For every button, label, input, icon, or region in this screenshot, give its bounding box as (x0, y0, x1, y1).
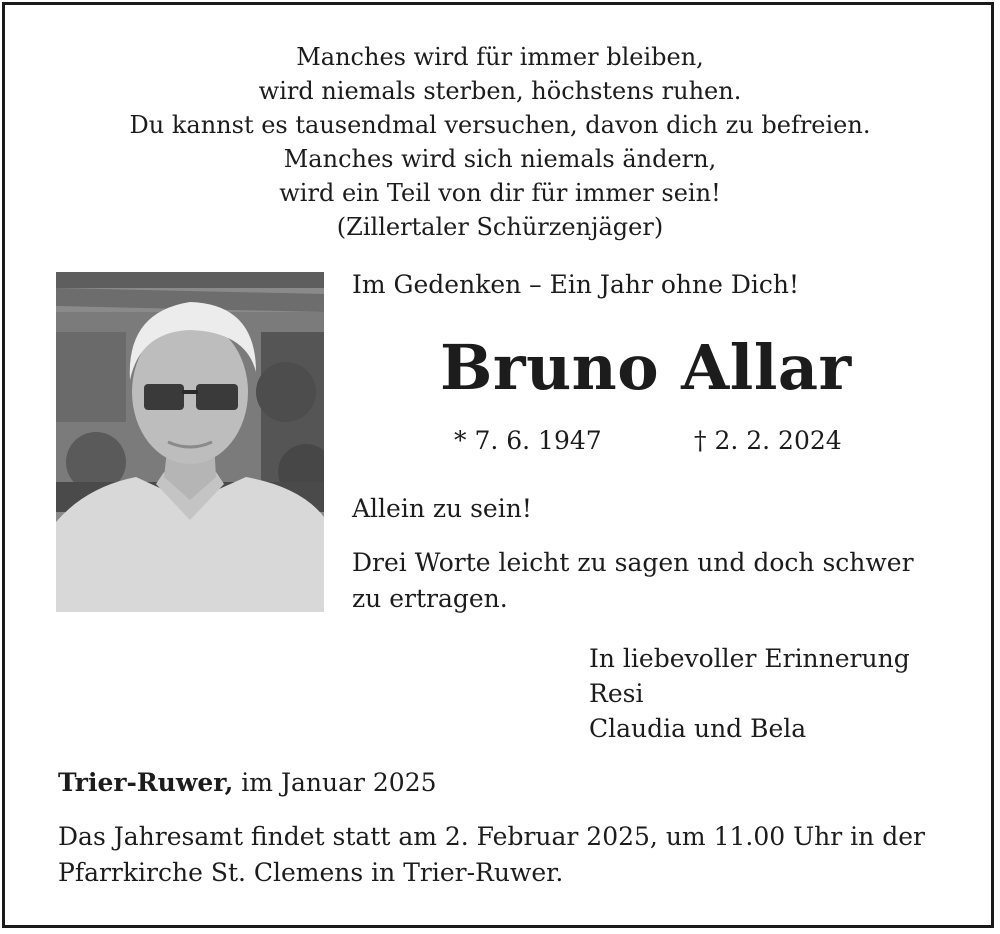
death-date: † 2. 2. 2024 (694, 426, 842, 455)
birth-date: * 7. 6. 1947 (454, 426, 602, 455)
poem-line: Manches wird sich niemals ändern, (283, 145, 717, 173)
place-date (58, 766, 437, 800)
poem-line: Du kannst es tausendmal versuchen, davon dich zu befreien. (129, 111, 871, 139)
portrait-photo (56, 272, 324, 612)
signoff-name: Claudia und Bela (589, 714, 807, 743)
service-info-line: Das Jahresamt findet statt am 2. Februar 2025, um 11.00 Uhr in der (58, 822, 925, 851)
poem-line: Manches wird für immer bleiben, (296, 43, 704, 71)
deceased-name: Bruno Allar (440, 331, 852, 404)
poem-line: wird niemals sterben, höchstens ruhen. (258, 77, 742, 105)
signoff-name: Resi (589, 679, 644, 708)
signoff-intro: In liebevoller Erinnerung (589, 644, 910, 673)
poem (0, 40, 1000, 244)
poem-attribution: (Zillertaler Schürzenjäger) (336, 213, 664, 241)
place-month: im Januar 2025 (241, 768, 437, 797)
quote-line: Allein zu sein! (352, 494, 532, 523)
service-info-line: Pfarrkirche St. Clemens in Trier-Ruwer. (58, 858, 564, 887)
poem-line: wird ein Teil von dir für immer sein! (279, 179, 721, 207)
quote-line: zu ertragen. (352, 584, 508, 613)
quote-line: Drei Worte leicht zu sagen und doch schwer (352, 548, 914, 577)
place-town: Trier-Ruwer, (58, 768, 234, 797)
memorial-heading: Im Gedenken – Ein Jahr ohne Dich! (352, 270, 800, 299)
